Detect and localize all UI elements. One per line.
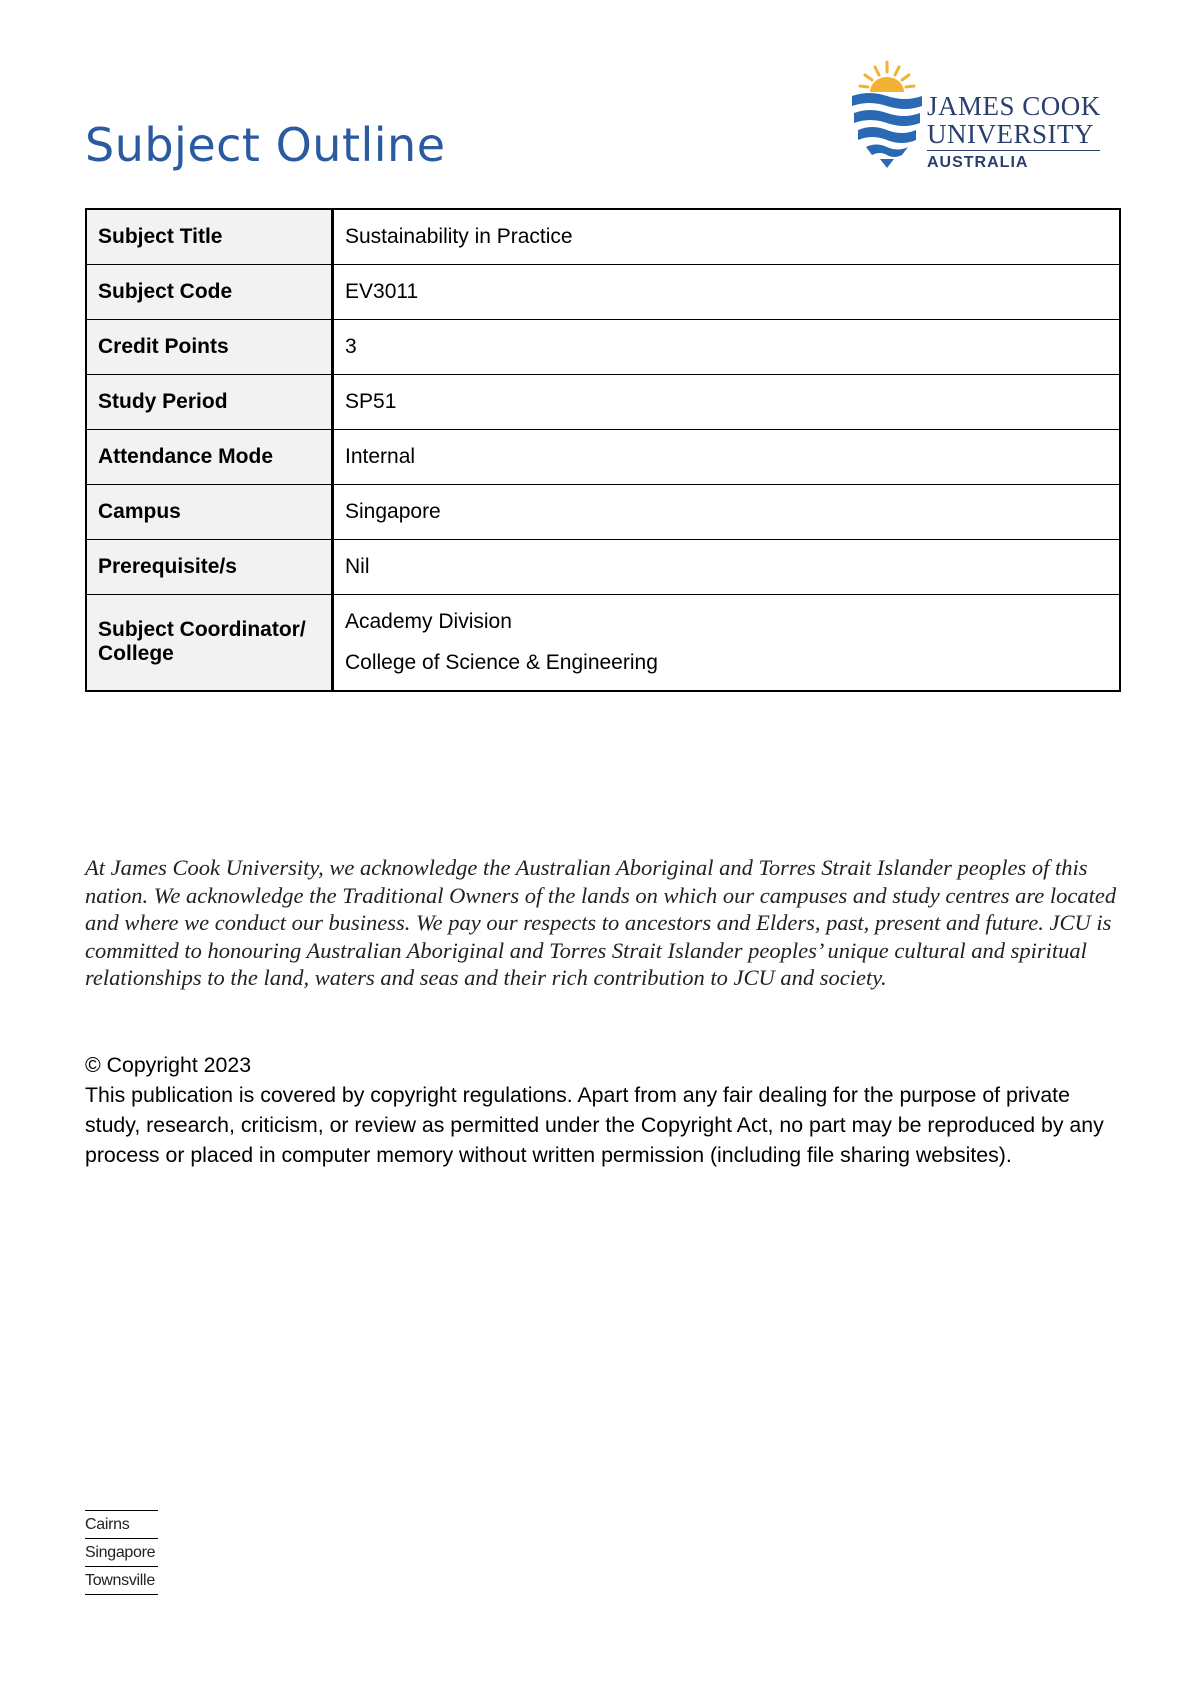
row-value: Sustainability in Practice	[333, 209, 1121, 264]
coordinator-label-line1: Subject Coordinator/	[98, 618, 306, 642]
logo-wordmark-line3: AUSTRALIA	[927, 154, 1029, 171]
table-row	[86, 484, 1120, 539]
logo-wordmark-line2: UNIVERSITY	[927, 119, 1094, 149]
table-row	[86, 209, 1120, 264]
row-value: EV3011	[333, 264, 1121, 319]
table-row	[86, 319, 1120, 374]
table-row	[86, 429, 1120, 484]
campus-item-townsville: Townsville	[85, 1572, 155, 1589]
coordinator-label	[86, 594, 333, 691]
campus-list	[85, 1510, 158, 1595]
copyright-notice	[85, 1050, 1130, 1170]
table-row	[86, 374, 1120, 429]
campus-item-cairns: Cairns	[85, 1516, 130, 1533]
subject-details-table	[85, 208, 1121, 692]
table-row	[86, 264, 1120, 319]
row-value: SP51	[333, 374, 1121, 429]
table-row	[86, 539, 1120, 594]
jcu-emblem-icon	[850, 58, 925, 173]
row-label: Subject Code	[86, 264, 333, 319]
row-label: Credit Points	[86, 319, 333, 374]
divider	[85, 1594, 158, 1595]
coordinator-value-line2: College of Science & Engineering	[345, 651, 658, 675]
row-label: Prerequisite/s	[86, 539, 333, 594]
row-label: Study Period	[86, 374, 333, 429]
row-label: Campus	[86, 484, 333, 539]
jcu-logo	[850, 58, 1110, 173]
copyright-heading: © Copyright 2023	[85, 1053, 252, 1077]
row-label: Attendance Mode	[86, 429, 333, 484]
logo-wordmark-line1: JAMES COOK	[927, 91, 1101, 121]
coordinator-value-line1: Academy Division	[345, 610, 512, 634]
coordinator-value	[333, 594, 1121, 691]
coordinator-label-line2: College	[98, 642, 174, 666]
row-value: 3	[333, 319, 1121, 374]
table-row-coordinator	[86, 594, 1120, 691]
row-label: Subject Title	[86, 209, 333, 264]
page-title: Subject Outline	[85, 118, 446, 172]
campus-item-singapore: Singapore	[85, 1544, 156, 1561]
row-value: Singapore	[333, 484, 1121, 539]
acknowledgement-of-country: At James Cook University, we acknowledge the Australian Aboriginal and Torres Strait Islander peoples of this nation. We acknowledge the Traditional Owners of the lands on which our campuses and study centres are located and where we conduct our business. We pay our respects to ancestors and Elders, past, present and future. JCU is committed to honouring Australian Aboriginal and Torres Strait Islander peoples’ unique cultural and spiritual relationships to the land, waters and seas and their rich contribution to JCU and society.	[85, 855, 1117, 990]
copyright-body: This publication is covered by copyright regulations. Apart from any fair dealing for the purpose of private study, research, criticism, or review as permitted under the Copyright Act, no part may be reproduced by any process or placed in computer memory without written permission (including file sharing websites).	[85, 1083, 1104, 1167]
row-value: Internal	[333, 429, 1121, 484]
row-value: Nil	[333, 539, 1121, 594]
logo-divider	[927, 150, 1100, 151]
